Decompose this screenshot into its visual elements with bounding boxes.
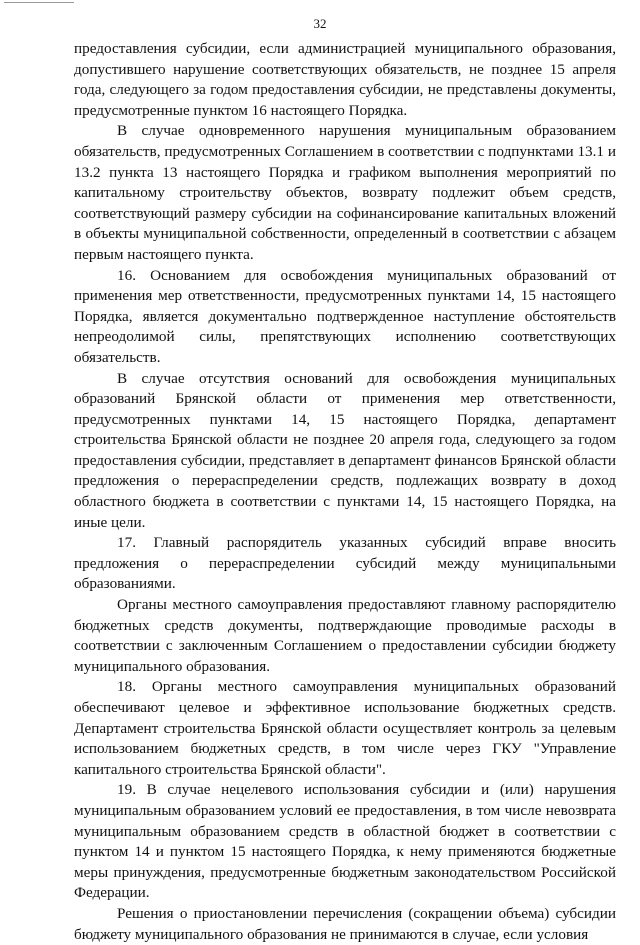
page-number: 32 [313,16,327,31]
paragraph-continuation: предоставления субсидии, если администрацией муниципального образования, допустившего нарушение соответствующих обязательств, не позднее 15 апреля года, следующего за годом предоставления субсидии, не представлены документы, предусмотренные пунктом 16 настоящего Порядка. [74,40,616,119]
body-text [74,39,616,945]
paragraph-19: 19. В случае нецелевого использования субсидии и (или) нарушения муниципальным образованием условий ее предоставления, в том числе невозврата муниципальным образованием средств в областной бюджет в соответствии с пунктом 14 и пунктом 15 настоящего Порядка, к нему применяются бюджетные меры принуждения, предусмотренные бюджетным законодательством Российской Федерации. [74,781,616,902]
paragraph: В случае отсутствия оснований для освобождения муниципальных образований Брянской области от применения мер ответственности, предусмотренных пунктами 14, 15 настоящего Порядка, департамент строительства Брянской области не позднее 20 апреля года, следующего за годом предоставления субсидии, представляет в департамент финансов Брянской области предложения о перераспределении средств, подлежащих возврату в доход областного бюджета в соответствии с пунктами 14, 15 настоящего Порядка, на иные цели. [74,369,616,531]
paragraph: Органы местного самоуправления предоставляют главному распорядителю бюджетных средств документы, подтверждающие проводимые расходы в соответствии с заключенным Соглашением о предоставлении субсидии бюджету муниципального образования. [74,596,616,675]
paragraph: В случае одновременного нарушения муниципальным образованием обязательств, предусмотренных Соглашением в соответствии с подпунктами 13.1 и 13.2 пункта 13 настоящего Порядка и графиком выполнения мероприятий по капитальному строительству объектов, возврату подлежит объем средств, соответствующий размеру субсидии на софинансирование капитальных вложений в объекты муниципальной собственности, определенный в соответствии с абзацем первым настоящего пункта. [74,122,616,263]
paragraph-16: 16. Основанием для освобождения муниципальных образований от применения мер ответственности, предусмотренных пунктами 14, 15 настоящего Порядка, является документально подтвержденное наступление обстоятельств непреодолимой силы, препятствующих исполнению соответствующих обязательств. [74,266,616,366]
top-rule [4,2,74,3]
paragraph-18: 18. Органы местного самоуправления муниципальных образований обеспечивают целевое и эффективное использование бюджетных средств. Департамент строительства Брянской области осуществляет контроль за целевым использованием бюджетных средств, в том числе через ГКУ "Управление капитального строительства Брянской области". [74,678,616,778]
paragraph: Решения о приостановлении перечисления (сокращении объема) субсидии бюджету муниципального образования не принимаются в случае, если условия [74,904,616,943]
paragraph-17: 17. Главный распорядитель указанных субсидий вправе вносить предложения о перераспределении субсидий между муниципальными образованиями. [74,534,616,593]
